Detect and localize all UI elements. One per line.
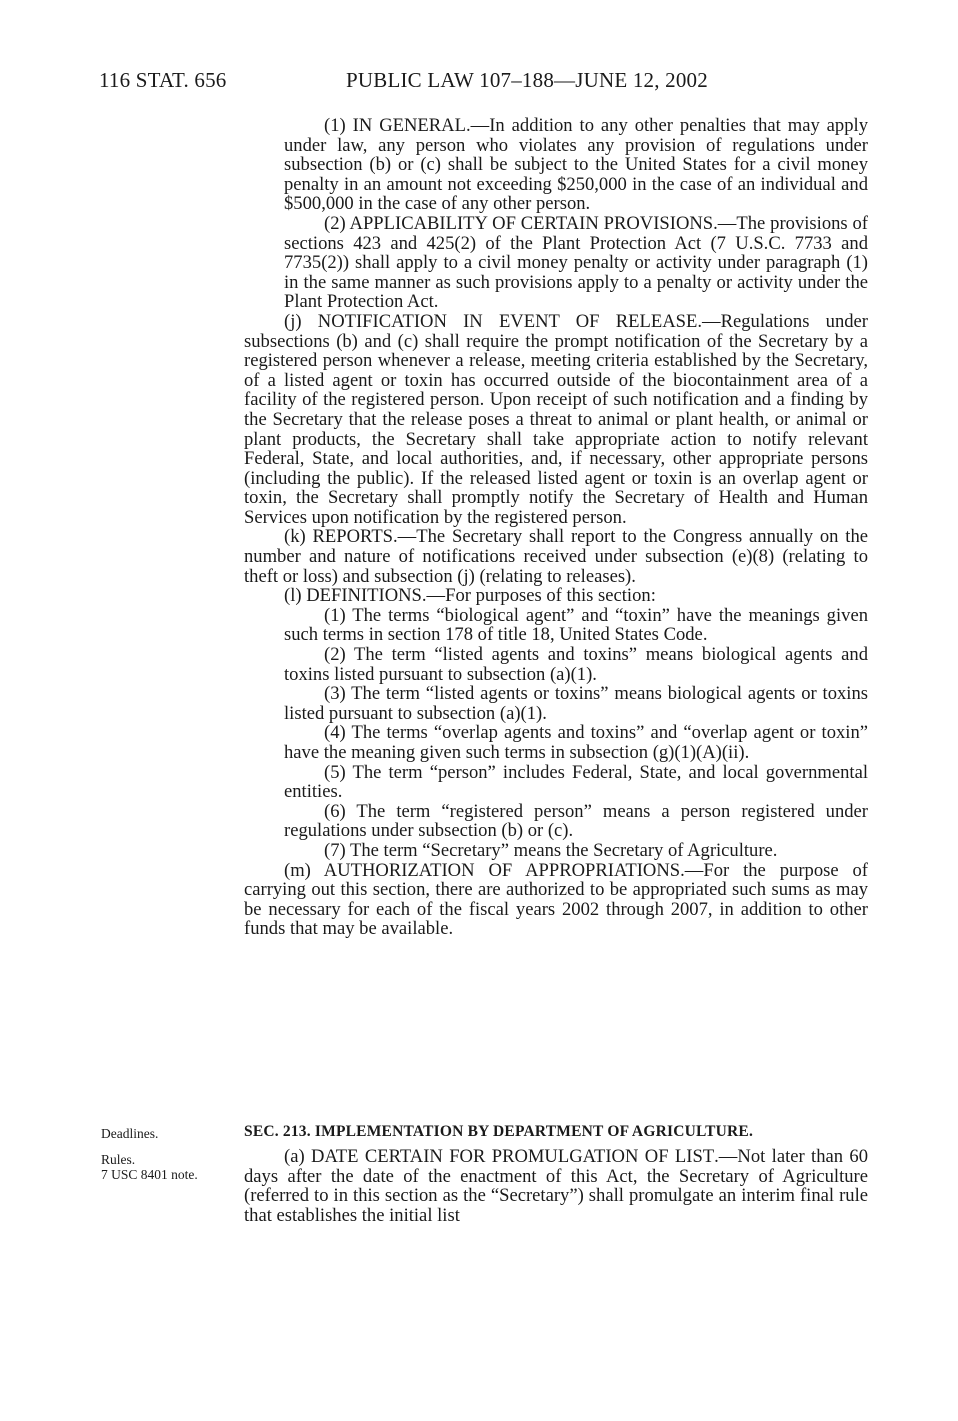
section-heading: SEC. 213. IMPLEMENTATION BY DEPARTMENT OF AGRICULTURE. [244,1123,754,1140]
definition-2: (2) The term “listed agents and toxins” means biological agents and toxins listed pursuant to subsection (a)(1). [284,644,868,685]
margin-note-usc: 7 USC 8401 note. [101,1167,198,1182]
margin-note-rules: Rules. [101,1152,136,1167]
paragraph-j: (j) NOTIFICATION IN EVENT OF RELEASE.—Regulations under subsections (b) and (c) shall require the prompt notification of the Secretary by a registered person whenever a release, meeting criteria established by the Secretary, of a listed agent or toxin has occurred outside of the biocontainment area of a facility of the registered person. Upon receipt of such notification and a finding by the Secretary that the release poses a threat to animal or plant health, or animal or plant products, the Secretary shall take appropriate action to notify relevant Federal, State, and local authorities, and, if necessary, other appropriate persons (including the public). If the released listed agent or toxin is an overlap agent or toxin, the Secretary shall promptly notify the Secretary of Health and Human Services upon notification by the registered person. [244,310,868,528]
paragraph-i1: (1) IN GENERAL.—In addition to any other penalties that may apply under law, any person who violates any provision of regulations under subsection (b) or (c) shall be subject to the United States for a civil money penalty in an amount not exceeding $250,000 in the case of an individual and $500,000 in the case of any other person. [284,115,868,215]
definition-6: (6) The term “registered person” means a person registered under regulations under subsection (b) or (c). [284,800,868,842]
definition-5: (5) The term “person” includes Federal, State, and local governmental entities. [284,761,868,803]
margin-note-deadlines: Deadlines. [101,1126,159,1141]
statute-page-number: 116 STAT. 656 [99,68,227,92]
definition-3: (3) The term “listed agents or toxins” means biological agents or toxins listed pursuant to subsection (a)(1). [284,683,868,724]
paragraph-i2: (2) APPLICABILITY OF CERTAIN PROVISIONS.—The provisions of sections 423 and 425(2) of the Plant Protection Act (7 U.S.C. 7733 and 7735(2)) shall apply to a civil money penalty or activity under paragraph (1) in the same manner as such provisions apply to a penalty or activity under the Plant Protection Act. [284,212,869,313]
definition-4: (4) The terms “overlap agents and toxins” and “overlap agent or toxin” have the meaning given such terms in subsection (g)(1)(A)(ii). [284,722,868,763]
definition-7: (7) The term “Secretary” means the Secretary of Agriculture. [324,839,778,861]
paragraph-a: (a) DATE CERTAIN FOR PROMULGATION OF LIST.—Not later than 60 days after the date of the enactment of this Act, the Secretary of Agriculture (referred to in this section as the “Secretary”) shall promulgate an interim final rule that establishes the initial list [244,1146,869,1226]
body-text [244,116,868,939]
running-header-title: PUBLIC LAW 107–188—JUNE 12, 2002 [346,68,708,92]
paragraph-l: (l) DEFINITIONS.—For purposes of this section: [284,585,656,607]
definition-1: (1) The terms “biological agent” and “toxin” have the meanings given such terms in section 178 of title 18, United States Code. [284,604,868,646]
section-body [244,1147,868,1225]
paragraph-m: (m) AUTHORIZATION OF APPROPRIATIONS.—For the purpose of carrying out this section, there are authorized to be appropriated such sums as may be necessary for each of the fiscal years 2002 through 2007, in addition to other funds that may be available. [244,859,869,940]
paragraph-k: (k) REPORTS.—The Secretary shall report to the Congress annually on the number and nature of notifications received under subsection (e)(8) (relating to theft or loss) and subsection (j) (relating to releases). [244,526,868,587]
